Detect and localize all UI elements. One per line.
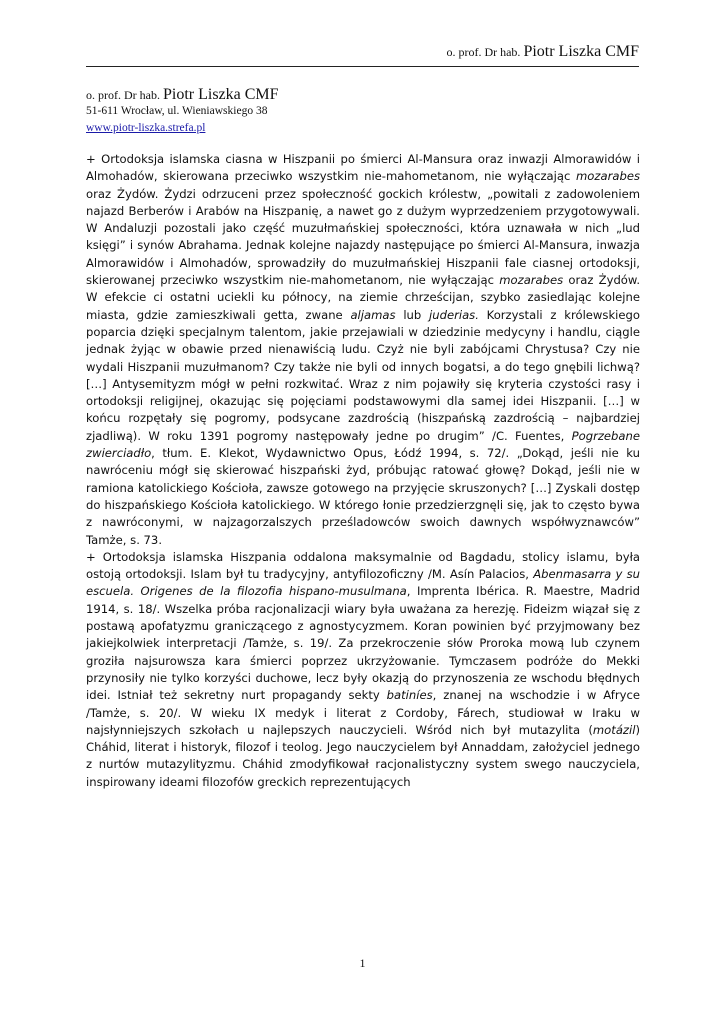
text-run: , znanej na wschodzie i w Afryce /Tamże, s. 20/. W wieku IX medyk i literat z Cordoby, Fárech, studiował w Iraku w najsłynniejszych szkołach u najlepszych nauczycieli. Wśród nich był mutazylita (: [86, 688, 640, 737]
author-address: 51-611 Wrocław, ul. Wieniawskiego 38: [86, 105, 268, 117]
text-run: oraz Żydów. Żydzi odrzuceni przez społeczność gockich królestw, „powitali z zadowoleniem najazd Berberów i Arabów na Hiszpanię, a nawet go z dużym wyprzedzeniem przygotowywali. W Andaluzji pozostali jako część muzułmańskiej społeczności, która uznawała w nich „lud księgi” i synów Abrahama. Jednak kolejne najazdy następujące po śmierci Al-Mansura, inwazja Almorawidów i Almohadów, sprowadziły do muzułmańskiej Hiszpanii fale ciasnej ortodoksji, skierowanej przeciwko wszystkim nie-mahometanom, nie wyłączając: [86, 186, 640, 288]
author-block: [86, 86, 646, 136]
italic-text: batiníes: [386, 688, 433, 703]
text-run: lub: [395, 307, 430, 322]
italic-text: motázil: [592, 722, 636, 737]
text-run: oraz Żydów. W efekcie ci ostatni uciekli ku północy, na ziemie chrześcijan, szybko zasiedlając kolejne miasta, gdzie zamieszkiwali getta, zwane: [86, 273, 641, 322]
header-author-name: Piotr Liszka CMF: [523, 43, 639, 60]
text-run: , tłum. E. Klekot, Wydawnictwo Opus, Łódź 1994, s. 72/. „Dokąd, jeśli nie ku nawróceniu mógł się skierować hiszpański żyd, próbując ratować głowę? Dokąd, jeśli nie w ramiona katolickiego Kościoła, zawsze gotowego na przyjęcie skruszonych? […] Zyskali dostęp do hiszpańskiego Kościoła katolickiego. W którego łonie przedzierzgnęli się, jak to często bywa z nawróconymi, w najzagorzalszych prześladowców swoich dawnych współwyznawców” Tamże, s. 73.: [86, 446, 640, 547]
italic-text: aljamas: [350, 307, 396, 322]
text-run: ) Cháhid, literat i historyk, filozof i teolog. Jego nauczycielem był Annaddam, założyciel jednego z nurtów mutazylityzmu. Cháhid zmodyfikował racjonalistyczny system swego nauczyciela, inspirowany ideami filozofów greckich reprezentujących: [86, 722, 640, 789]
body-paragraph: [86, 549, 640, 791]
body-paragraph: [86, 151, 640, 549]
author-name: Piotr Liszka CMF: [162, 86, 279, 103]
body-text: [86, 151, 640, 791]
italic-text: Pogrzebane zwierciadło: [86, 428, 640, 461]
website-link[interactable]: www.piotr-liszka.strefa.pl: [86, 122, 206, 134]
page-number: 1: [359, 956, 366, 970]
running-header: [86, 44, 639, 67]
author-prefix: o. prof. Dr hab.: [86, 88, 160, 102]
author-line: [86, 86, 646, 104]
header-prefix: o. prof. Dr hab.: [446, 45, 521, 59]
text-run: Korzystali z królewskiego poparcia dzięki specjalnym talentom, jakie przejawiali w dziedzinie medycyny i handlu, ciągle jednak żyjąc w obawie przed nienawiścią ludu. Czyż nie byli zabójcami Chrystusa? Czy nie wydali Hiszpanii muzułmanom? Czy także nie byli od innych bogatsi, a do tego gnębili lichwą? […] Antysemityzm mógł w pełni rozkwitać. Wraz z nim pojawiły się kryteria czystości rasy i ortodoksji religijnej, okazując się pojęciami podstawowymi dla samej idei Hiszpanii. […] w końcu rozpętały się pogromy, podsycane zazdrością (hiszpańską zazdrością – najbardziej zjadliwą). W roku 1391 pogromy następowały jedne po drugim” /C. Fuentes,: [86, 307, 640, 443]
text-run: + Ortodoksja islamska ciasna w Hiszpanii po śmierci Al-Mansura oraz inwazji Almorawidów i Almohadów, skierowana przeciwko wszystkim nie-mahometanom, nie wyłączając: [86, 152, 640, 184]
italic-text: mozarabes: [499, 273, 564, 288]
text-run: + Ortodoksja islamska Hiszpania oddalona maksymalnie od Bagdadu, stolicy islamu, była ostoją ortodoksji. Islam był tu tradycyjny, antyfilozoficzny /M. Asín Palacios,: [86, 549, 640, 582]
italic-text: Abenmasarra y su escuela. Origenes de la filozofia hispano-musulmana: [86, 567, 641, 599]
text-run: , Imprenta Ibérica. R. Maestre, Madrid 1914, s. 18/. Wszelka próba racjonalizacji wiary była uważana za herezję. Fideizm wiązał się z postawą apofatyzmu graniczącego z agnostycyzmem. Koran powinien być przyjmowany bez jakiejkolwiek interpretacji /Tamże, s. 19/. Za przekroczenie słów Proroka mową lub czynem groziła najsurowsza kara śmierci poprzez ukrzyżowanie. Tymczasem podróże do Mekki przynosiły nie tylko korzyści duchowe, lecz były okazją do przynoszenia ze wschodu błędnych idei. Istniał też sekretny nurt propagandy sekty: [86, 584, 640, 703]
italic-text: mozarabes: [576, 169, 640, 184]
italic-text: juderias.: [429, 307, 479, 322]
